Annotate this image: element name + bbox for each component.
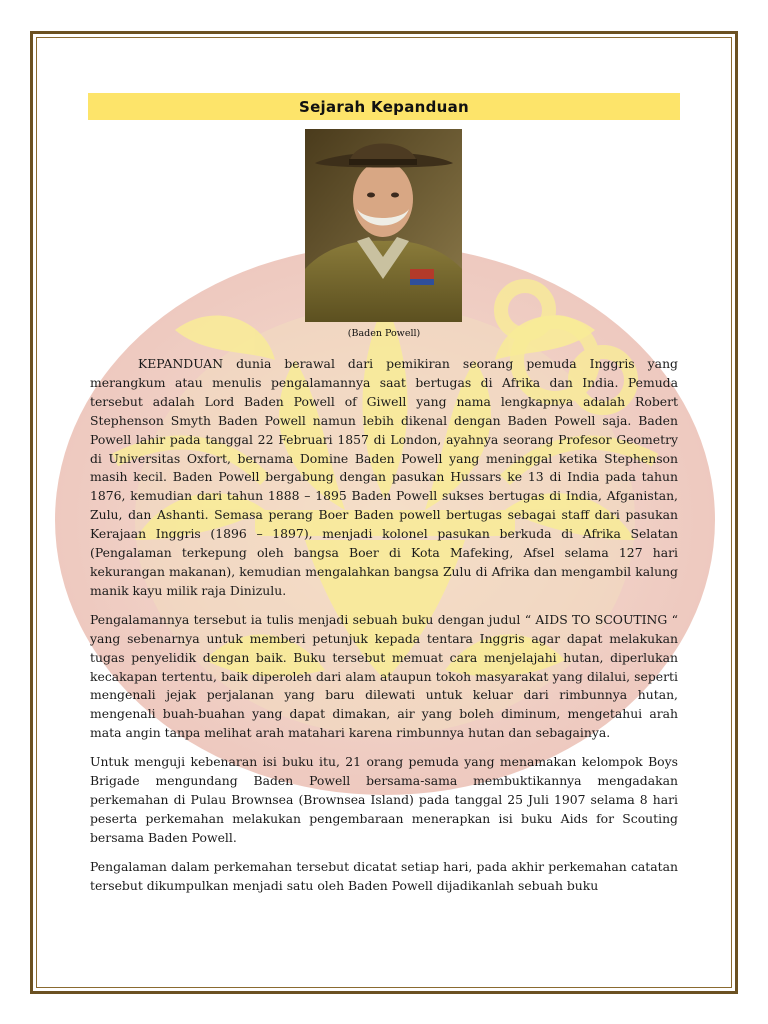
title-banner — [88, 93, 680, 120]
article-body — [90, 355, 678, 905]
image-caption: (Baden Powell) — [347, 328, 421, 339]
page-title: Sejarah Kepanduan — [298, 97, 470, 116]
paragraph-4: Pengalaman dalam perkemahan tersebut dicatat setiap hari, pada akhir perkemahan catatan tersebut dikumpulkan menjadi satu oleh Baden Powell dijadikanlah sebuah buku — [90, 858, 678, 893]
paragraph-2: Pengalamannya tersebut ia tulis menjadi sebuah buku dengan judul “ AIDS TO SCOUTING “ yang sebenarnya untuk memberi petunjuk kepada tentara Inggris agar dapat melakukan tugas penyelidik dengan baik. Buku tersebut memuat cara menjelajahi hutan, diperlukan kecakapan tertentu, baik diperoleh dari alam ataupun tokoh masyarakat yang dilalui, seperti mengenali jejak perjalanan yang baru dilewati untuk keluar dari rimbunnya hutan, mengenali buah-buahan yang dapat dimakan, air yang boleh diminum, mengetahui arah mata angin tanpa melihat arah matahari karena rimbunnya hutan dan sebagainya. — [90, 611, 678, 741]
paragraph-3: Untuk menguji kebenaran isi buku itu, 21 orang pemuda yang menamakan kelompok Boys Brigade mengundang Baden Powell bersama-sama membuktikannya mengadakan perkemahan di Pulau Brownsea (Brownsea Island) pada tanggal 25 Juli 1907 selama 8 hari peserta perkemahan melakukan pengembaraan menerapkan isi buku Aids for Scouting bersama Baden Powell. — [90, 754, 678, 845]
paragraph-1: KEPANDUAN dunia berawal dari pemikiran seorang pemuda Inggris yang merangkum atau menulis pengalamannya saat bertugas di Afrika dan India. Pemuda tersebut adalah Lord Baden Powell of Giwell yang nama lengkapnya adalah Robert Stephenson Smyth Baden Powell namun lebih dikenal dengan Baden Powell saja. Baden Powell lahir pada tanggal 22 Februari 1857 di London, ayahnya seorang Profesor Geometry di Universitas Oxfort, bernama Domine Baden Powell yang meninggal ketika Stephenson masih kecil. Baden Powell bergabung dengan pasukan Hussars ke 13 di India pada tahun 1876, kemudian dari tahun 1888 – 1895 Baden Powell sukses bertugas di India, Afganistan, Zulu, dan Ashanti. Semasa perang Boer Baden powell bertugas sebagai staff dari pasukan Kerajaan Inggris (1896 – 1897), menjadi kolonel pasukan berkuda di Afrika Selatan (Pengalaman terkepung oleh bangsa Boer di Kota Mafeking, Afsel selama 127 hari kekurangan makanan), kemudian mengalahkan bangsa Zulu di Afrika dan mengambil kalung manik kayu milik raja Dinizulu. — [90, 356, 678, 598]
baden-powell-portrait — [305, 129, 462, 322]
